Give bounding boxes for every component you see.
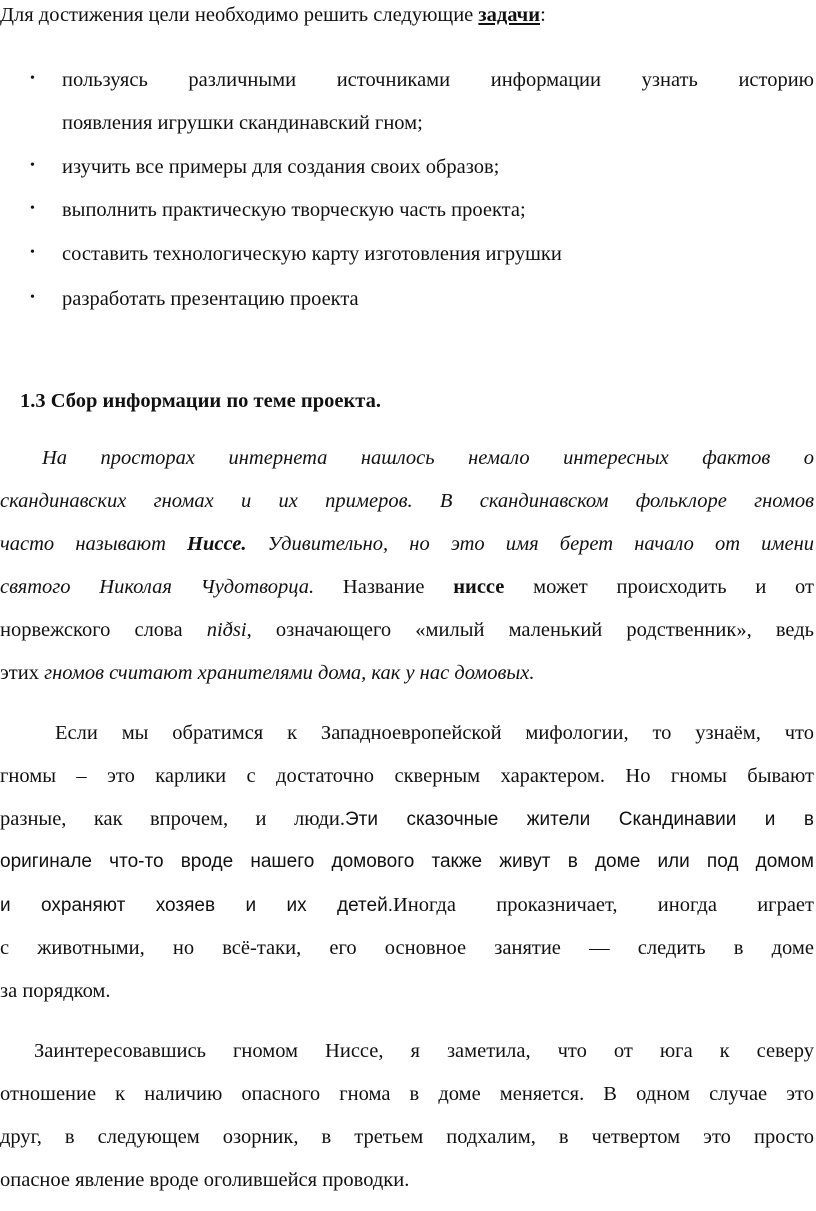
- para1-line2: скандинавских гномах и их примеров. В скандинавском фольклоре гномов: [0, 490, 814, 512]
- nisse-term: Ниссе.: [187, 533, 247, 555]
- para2-l5a: и охраняют хозяев и их детей.: [0, 895, 393, 916]
- intro-text: Для достижения цели необходимо решить следующие: [0, 4, 479, 26]
- bullet-icon: •: [30, 71, 35, 86]
- para1-line6: [0, 660, 816, 686]
- para1-line4: [0, 574, 814, 600]
- intro-colon: :: [540, 4, 546, 26]
- para2-line5: [0, 892, 814, 919]
- section-heading: 1.3 Сбор информации по теме проекта.: [20, 390, 381, 412]
- para1-line5: [0, 617, 814, 643]
- para2-line2: гномы – это карлики с достаточно скверным характером. Но гномы бывают: [0, 765, 814, 787]
- para3-line2: отношение к наличию опасного гнома в доме меняется. В одном случае это: [0, 1083, 814, 1105]
- para1-l4a: святого Николая Чудотворца.: [0, 576, 315, 598]
- para1-l4b: Название: [314, 576, 454, 598]
- para3-line1: Заинтересовавшись гномом Ниссе, я заметила, что от юга к северу: [34, 1040, 814, 1062]
- para2-line1: Если мы обратимся к Западноевропейской мифологии, то узнаём, что: [55, 722, 814, 744]
- para2-line4: оригинале что-то вроде нашего домового также живут в доме или под домом: [0, 851, 814, 872]
- para2-l5b: Иногда проказничает, иногда играет: [393, 894, 814, 916]
- nidsi-word: niðsi: [206, 619, 247, 641]
- para2-l3b: Эти сказочные жители Скандинавии и в: [345, 809, 814, 830]
- bullet-icon: •: [30, 245, 35, 260]
- task-item-2: изучить все примеры для создания своих образов;: [62, 156, 500, 178]
- para1-l6a: этих: [0, 662, 45, 684]
- para2-l3a: разные, как впрочем, и люди.: [0, 808, 345, 830]
- task-item-4: составить технологическую карту изготовления игрушки: [62, 243, 562, 265]
- intro-line: [0, 2, 816, 28]
- bullet-icon: •: [30, 290, 35, 305]
- para1-l5c: , означающего «милый маленький родственник», ведь: [246, 619, 814, 641]
- para1-line3: [0, 531, 814, 557]
- task-item-3: выполнить практическую творческую часть проекта;: [62, 199, 526, 221]
- para3-line3: друг, в следующем озорник, в третьем подхалим, в четвертом это просто: [0, 1126, 814, 1148]
- bullet-icon: •: [30, 201, 35, 216]
- para1-line1: На просторах интернета нашлось немало интересных фактов о: [42, 447, 814, 469]
- para1-l6b: гномов считают хранителями дома, как у нас домовых.: [44, 662, 535, 684]
- task-item-1-line2: появления игрушки скандинавский гном;: [62, 112, 423, 134]
- para2-line7: за порядком.: [0, 980, 111, 1002]
- para1-l5a: норвежского слова: [0, 619, 207, 641]
- nisse-word: ниссе: [453, 576, 505, 598]
- para1-l3c: Удивительно, но это имя берет начало от имени: [246, 533, 814, 555]
- para3-line4: опасное явление вроде оголившейся проводки.: [0, 1169, 410, 1191]
- para1-l4d: может происходить и от: [504, 576, 814, 598]
- task-item-1-line1: пользуясь различными источниками информации узнать историю: [62, 69, 814, 91]
- para2-line3: [0, 806, 814, 833]
- tasks-keyword: задачи: [478, 4, 541, 26]
- bullet-icon: •: [30, 158, 35, 173]
- para2-line6: с животными, но всё-таки, его основное занятие — следить в доме: [0, 937, 814, 959]
- task-item-5: разработать презентацию проекта: [62, 288, 359, 310]
- para1-l3a: часто называют: [0, 533, 188, 555]
